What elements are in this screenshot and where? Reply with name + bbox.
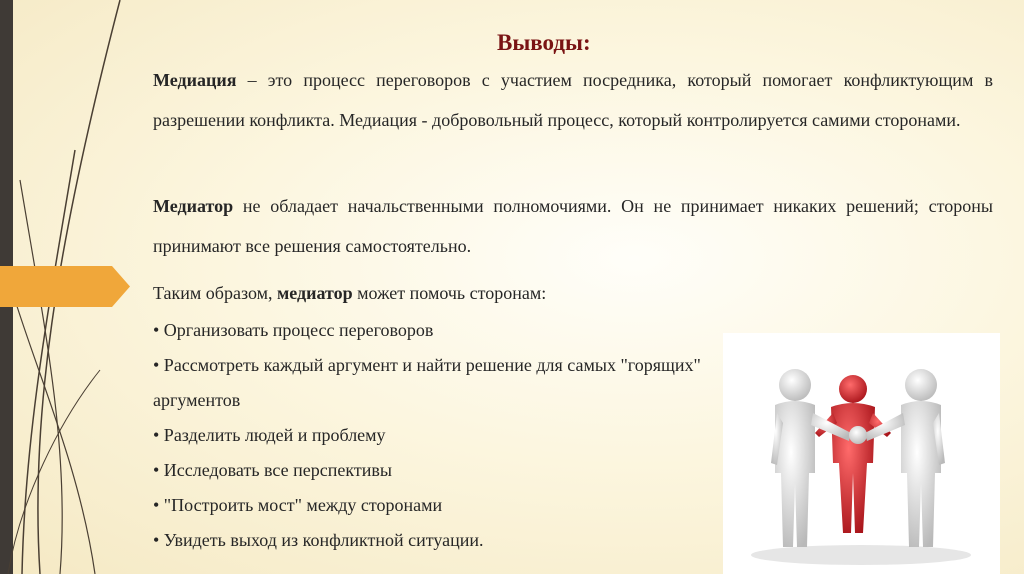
bullet-item: • Разделить людей и проблему	[153, 425, 386, 445]
paragraph-mediator	[153, 186, 993, 266]
term-mediator: Медиатор	[153, 196, 234, 216]
right-white-figure	[865, 369, 945, 547]
intro-after: может помочь сторонам:	[352, 283, 547, 303]
paragraph-mediator-text: не обладает начальственными полномочиями. Он не принимает никаких решений; стороны принимают все решения самостоятельно.	[153, 196, 993, 256]
intro-line	[153, 273, 546, 313]
term-mediation: Медиация	[153, 70, 237, 90]
intro-term: медиатор	[277, 283, 353, 303]
bullet-item: • "Построить мост" между сторонами	[153, 495, 443, 515]
mediation-illustration	[723, 333, 1000, 574]
intro-before: Таким образом,	[153, 283, 278, 303]
paragraph-mediation-text: – это процесс переговоров с участием посредника, который помогает конфликтующим в разрешении конфликта. Медиация - добровольный процесс, который контролируется самими сторонами.	[153, 70, 993, 130]
bullet-item: • Рассмотреть каждый аргумент и найти решение для самых "горящих" аргументов	[153, 355, 701, 410]
bullet-item: • Организовать процесс переговоров	[153, 320, 434, 340]
bullet-list	[153, 313, 713, 558]
joined-hands	[849, 426, 867, 444]
red-mediator-figure	[815, 375, 891, 533]
bullet-item: • Увидеть выход из конфликтной ситуации.	[153, 530, 484, 550]
orange-accent-arrow	[0, 266, 130, 307]
slide-title: Выводы:	[497, 30, 591, 55]
mediation-figures-icon	[723, 333, 1000, 574]
paragraph-mediation	[153, 60, 993, 140]
bullet-item: • Исследовать все перспективы	[153, 460, 392, 480]
